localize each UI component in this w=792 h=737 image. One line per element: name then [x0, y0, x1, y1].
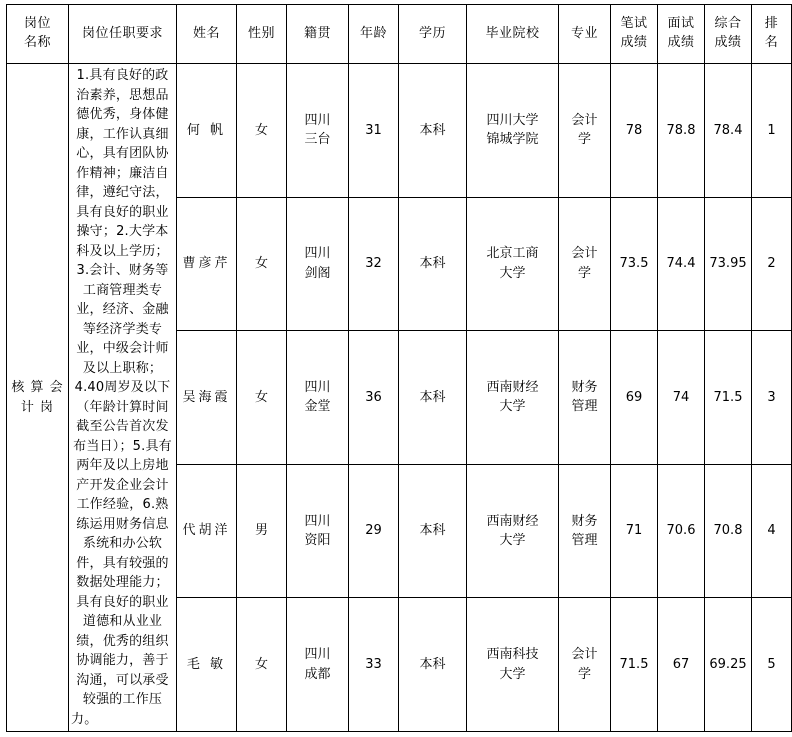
cell-applicant-name: 毛 敏 [177, 598, 237, 732]
header-line: 性别 [247, 25, 275, 41]
school-line: 西南科技 [486, 647, 539, 663]
cell-education: 本科 [399, 64, 467, 198]
cell-age: 36 [349, 331, 399, 465]
native-place-line: 三台 [304, 132, 331, 148]
cell-interview-score: 67 [658, 598, 705, 732]
header-line: 成绩 [620, 35, 648, 50]
school-line: 大学 [499, 666, 526, 682]
cell-graduate-school [467, 331, 559, 465]
cell-gender: 女 [237, 197, 287, 331]
native-place-line: 金堂 [304, 399, 331, 415]
cell-age: 33 [349, 598, 399, 732]
cell-education: 本科 [399, 331, 467, 465]
cell-total-score: 71.5 [705, 331, 752, 465]
cell-major [559, 464, 611, 598]
column-header-major [559, 5, 611, 64]
major-line: 财务 [571, 513, 598, 529]
native-place-line: 四川 [304, 647, 331, 663]
native-place-line: 四川 [304, 246, 331, 262]
cell-major [559, 331, 611, 465]
table-body [7, 64, 792, 732]
cell-applicant-name: 吴海霞 [177, 331, 237, 465]
major-line: 管理 [571, 399, 598, 415]
header-line: 成绩 [667, 35, 695, 50]
cell-job-requirements: 1.具有良好的政治素养，思想品德优秀，身体健康，工作认真细心，具有团队协作精神；廉洁自律，遵纪守法，具有良好的职业操守；2.大学本科及以上学历；3.会计、财务等工商管理类专业，经济、金融等经济学类专业，中级会计师及以上职称；4.40周岁及以下（年龄计算时间截至公告首次发布当日）；5.具有两年及以上房地产开发企业会计工作经验，6.熟练运用财务信息系统和办公软件，具有较强的数据处理能力；具有良好的职业道德和从业业绩，优秀的组织协调能力，善于沟通，可以承受较强的工作压力。 [69, 64, 177, 732]
school-line: 大学 [499, 533, 526, 549]
column-header-graduate-school [467, 5, 559, 64]
cell-interview-score: 78.8 [658, 64, 705, 198]
column-header-post-name [7, 5, 69, 64]
table-row [7, 64, 792, 198]
column-header-education [399, 5, 467, 64]
school-line: 四川大学 [486, 112, 539, 128]
column-header-rank [752, 5, 792, 64]
candidate-results-table [6, 4, 792, 732]
cell-major [559, 64, 611, 198]
cell-native-place [287, 197, 349, 331]
major-line: 会计 [571, 647, 598, 663]
cell-written-score: 69 [611, 331, 658, 465]
major-line: 学 [577, 265, 591, 281]
major-line: 财务 [571, 379, 598, 395]
cell-applicant-name: 曹彦芹 [177, 197, 237, 331]
header-line: 名称 [23, 35, 51, 50]
column-header-interview-score [658, 5, 705, 64]
cell-written-score: 73.5 [611, 197, 658, 331]
header-line: 岗位 [23, 16, 51, 32]
cell-graduate-school [467, 464, 559, 598]
cell-written-score: 71 [611, 464, 658, 598]
cell-native-place [287, 331, 349, 465]
column-header-total-score [705, 5, 752, 64]
table-header [7, 5, 792, 64]
cell-age: 31 [349, 64, 399, 198]
cell-graduate-school [467, 598, 559, 732]
column-header-native-place [287, 5, 349, 64]
cell-total-score: 78.4 [705, 64, 752, 198]
column-header-job-requirements [69, 5, 177, 64]
school-line: 大学 [499, 399, 526, 415]
major-line: 会计 [571, 112, 598, 128]
header-line: 综合 [714, 16, 742, 32]
cell-education: 本科 [399, 598, 467, 732]
header-line: 姓名 [192, 25, 220, 41]
school-line: 大学 [499, 265, 526, 281]
cell-rank: 2 [752, 197, 792, 331]
cell-education: 本科 [399, 464, 467, 598]
header-line: 成绩 [714, 35, 742, 50]
header-line: 岗位任职要求 [81, 25, 163, 41]
cell-education: 本科 [399, 197, 467, 331]
header-line: 名 [764, 35, 779, 50]
cell-written-score: 71.5 [611, 598, 658, 732]
cell-native-place [287, 598, 349, 732]
school-line: 锦城学院 [486, 132, 539, 148]
cell-total-score: 70.8 [705, 464, 752, 598]
major-line: 学 [577, 666, 591, 682]
native-place-line: 剑阁 [304, 265, 331, 281]
header-line: 笔试 [620, 16, 648, 32]
cell-graduate-school [467, 64, 559, 198]
cell-native-place [287, 464, 349, 598]
cell-age: 32 [349, 197, 399, 331]
header-line: 年龄 [359, 25, 387, 41]
native-place-line: 资阳 [304, 533, 331, 549]
cell-native-place [287, 64, 349, 198]
major-line: 会计 [571, 246, 598, 262]
cell-gender: 女 [237, 331, 287, 465]
column-header-applicant-name [177, 5, 237, 64]
header-line: 籍贯 [303, 25, 331, 41]
native-place-line: 成都 [304, 666, 331, 682]
cell-graduate-school [467, 197, 559, 331]
cell-rank: 3 [752, 331, 792, 465]
cell-rank: 4 [752, 464, 792, 598]
header-line: 学历 [418, 25, 446, 41]
cell-major [559, 197, 611, 331]
native-place-line: 四川 [304, 112, 331, 128]
cell-written-score: 78 [611, 64, 658, 198]
cell-interview-score: 70.6 [658, 464, 705, 598]
cell-gender: 女 [237, 598, 287, 732]
cell-major [559, 598, 611, 732]
major-line: 学 [577, 132, 591, 148]
header-line: 面试 [667, 16, 695, 32]
cell-applicant-name: 代胡洋 [177, 464, 237, 598]
cell-applicant-name: 何 帆 [177, 64, 237, 198]
cell-total-score: 73.95 [705, 197, 752, 331]
cell-interview-score: 74 [658, 331, 705, 465]
header-line: 排 [764, 16, 779, 32]
school-line: 西南财经 [486, 379, 539, 395]
school-line: 西南财经 [486, 513, 539, 529]
column-header-gender [237, 5, 287, 64]
header-row [7, 5, 792, 64]
header-line: 毕业院校 [485, 25, 540, 41]
column-header-age [349, 5, 399, 64]
cell-rank: 1 [752, 64, 792, 198]
cell-rank: 5 [752, 598, 792, 732]
cell-total-score: 69.25 [705, 598, 752, 732]
cell-gender: 男 [237, 464, 287, 598]
native-place-line: 四川 [304, 513, 331, 529]
cell-post-name: 核 算 会 计 岗 [7, 64, 69, 732]
cell-age: 29 [349, 464, 399, 598]
column-header-written-score [611, 5, 658, 64]
cell-interview-score: 74.4 [658, 197, 705, 331]
native-place-line: 四川 [304, 379, 331, 395]
header-line: 专业 [570, 25, 598, 41]
school-line: 北京工商 [486, 246, 539, 262]
cell-gender: 女 [237, 64, 287, 198]
major-line: 管理 [571, 533, 598, 549]
